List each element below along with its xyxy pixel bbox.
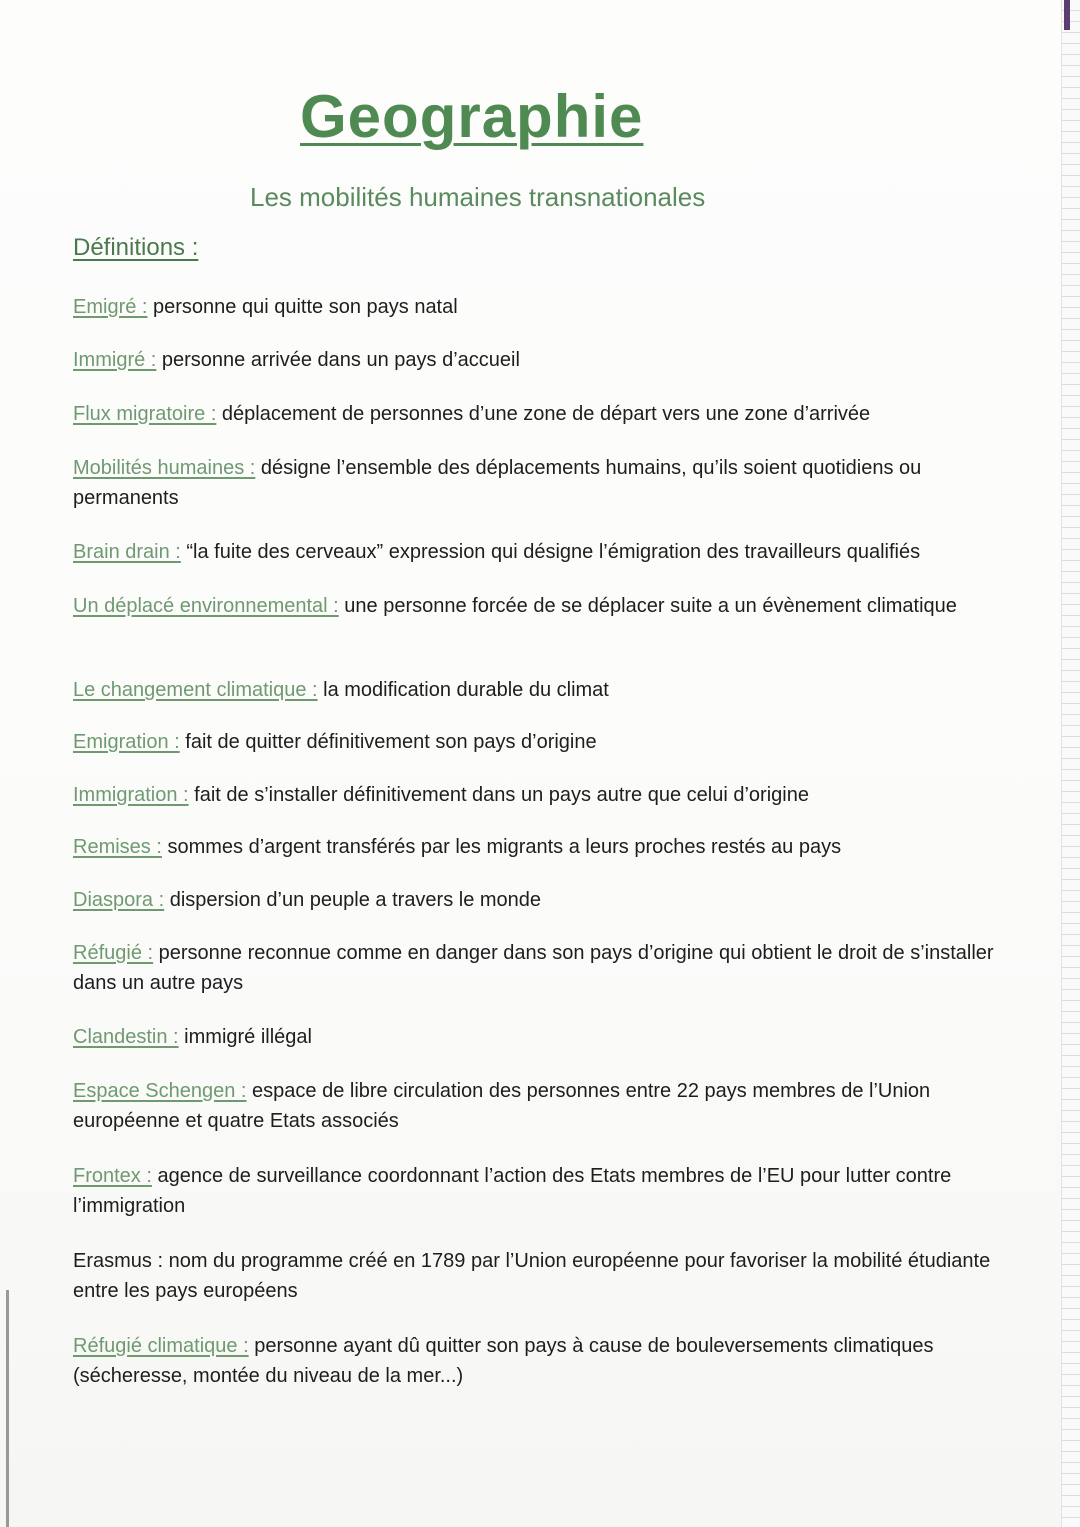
corner-mark [1064,0,1070,30]
definition-entry-refugie [73,938,1008,998]
definition-text: agence de surveillance coordonnant l’action des Etats membres de l’EU pour lutter contre l’immigration [73,1165,952,1217]
term-label: Mobilités humaines : [73,457,256,479]
definition-entry-flux-migratoire [73,399,1008,429]
definition-entry-diaspora [73,885,1008,915]
definition-text: immigré illégal [178,1026,312,1048]
term-label: Brain drain : [73,541,181,563]
definition-text: personne reconnue comme en danger dans son pays d’origine qui obtient le droit de s’installer dans un autre pays [73,942,994,994]
definition-entry-erasmus [73,1246,1008,1306]
definition-text: sommes d’argent transférés par les migrants a leurs proches restés au pays [161,836,842,858]
adjacent-page-edge [1061,0,1080,1527]
term-label: Erasmus : [73,1250,164,1272]
definition-text: la modification durable du climat [317,679,609,701]
definition-text: une personne forcée de se déplacer suite a un évènement climatique [338,595,957,617]
definition-entry-immigration [73,780,1008,810]
page-subtitle: Les mobilités humaines transnationales [250,182,706,212]
definition-entry-emigration [73,727,1008,757]
definition-entry-remises [73,832,1008,862]
definitions-heading: Définitions : [73,234,199,261]
term-label: Réfugié climatique : [73,1335,249,1357]
page-title: Geographie [300,83,644,150]
page-edge-shadow [6,1290,9,1527]
definition-entry-refugie-climatique [73,1331,1008,1391]
term-label: Le changement climatique : [73,679,318,701]
definition-entry-immigre [73,345,1008,375]
term-label: Immigration : [73,784,189,806]
definition-text: fait de quitter définitivement son pays d’origine [179,731,597,753]
definition-text: “la fuite des cerveaux” expression qui désigne l’émigration des travailleurs qualifiés [180,541,921,563]
definition-text: nom du programme créé en 1789 par l’Union européenne pour favoriser la mobilité étudiante entre les pays européens [73,1250,991,1302]
term-label: Emigré : [73,296,148,318]
definition-entry-brain-drain [73,537,1008,567]
term-label: Immigré : [73,349,157,371]
definition-text: fait de s’installer définitivement dans un pays autre que celui d’origine [188,784,809,806]
term-label: Emigration : [73,731,180,753]
definition-entry-changement-climatique [73,675,1008,705]
term-label: Frontex : [73,1165,152,1187]
definition-entry-frontex [73,1161,1008,1221]
definition-text: désigne l’ensemble des déplacements humains, qu’ils soient quotidiens ou permanents [73,457,922,509]
definition-entry-deplace-environnemental [73,591,1008,621]
definition-text: personne qui quitte son pays natal [147,296,458,318]
term-label: Flux migratoire : [73,403,217,425]
term-label: Espace Schengen : [73,1080,247,1102]
definition-entry-mobilites-humaines [73,453,1008,513]
term-label: Remises : [73,836,162,858]
term-label: Réfugié : [73,942,154,964]
definition-text: personne ayant dû quitter son pays à cause de bouleversements climatiques (sécheresse, montée du niveau de la mer...) [73,1335,934,1387]
definition-text: dispersion d’un peuple a travers le monde [164,889,542,911]
definition-entry-espace-schengen [73,1076,1008,1136]
definition-text: espace de libre circulation des personnes entre 22 pays membres de l’Union européenne et quatre Etats associés [73,1080,931,1132]
definition-text: personne arrivée dans un pays d’accueil [156,349,520,371]
definition-entry-clandestin [73,1022,1008,1052]
term-label: Un déplacé environnemental : [73,595,339,617]
definition-text: déplacement de personnes d’une zone de départ vers une zone d’arrivée [216,403,871,425]
term-label: Clandestin : [73,1026,179,1048]
term-label: Diaspora : [73,889,165,911]
definition-entry-emigre [73,292,1008,322]
